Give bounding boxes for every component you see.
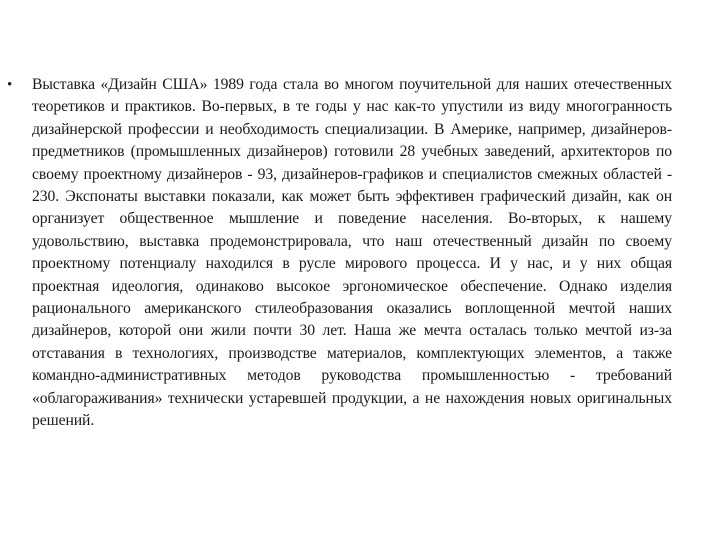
bullet-marker: • bbox=[7, 77, 13, 93]
body-paragraph: Выставка «Дизайн США» 1989 года стала во многом поучительной для наших отечественных теоретиков и практиков. Во-первых, в те годы у нас как-то упустили из виду многогранность дизайнерской профессии и необходимость специализации. В Америке, например, дизайнеров-предметников (промышленных дизайнеров) готовили 28 учебных заведений, архитекторов по своему проектному дизайнеров - 93, дизайнеров-графиков и специалистов смежных областей - 230. Экспонаты выставки показали, как может быть эффективен графический дизайн, как он организует общественное мышление и поведение населения. Во-вторых, к нашему удовольствию, выставка продемонстрировала, что наш отечественный дизайн по своему проектному потенциалу находился в русле мирового процесса. И у нас, и у них общая проектная идеология, одинаково высокое эргономическое обеспечение. Однако изделия рационального американского стилеобразования оказались воплощенной мечтой наших дизайнеров, которой они жили почти 30 лет. Наша же мечта осталась только мечтой из-за отставания в технологиях, производстве материалов, комплектующих элементов, а также командно-административных методов руководства промышленностью - требований «облагораживания» технически устаревшей продукции, а не нахождения новых оригинальных решений. bbox=[32, 76, 672, 430]
